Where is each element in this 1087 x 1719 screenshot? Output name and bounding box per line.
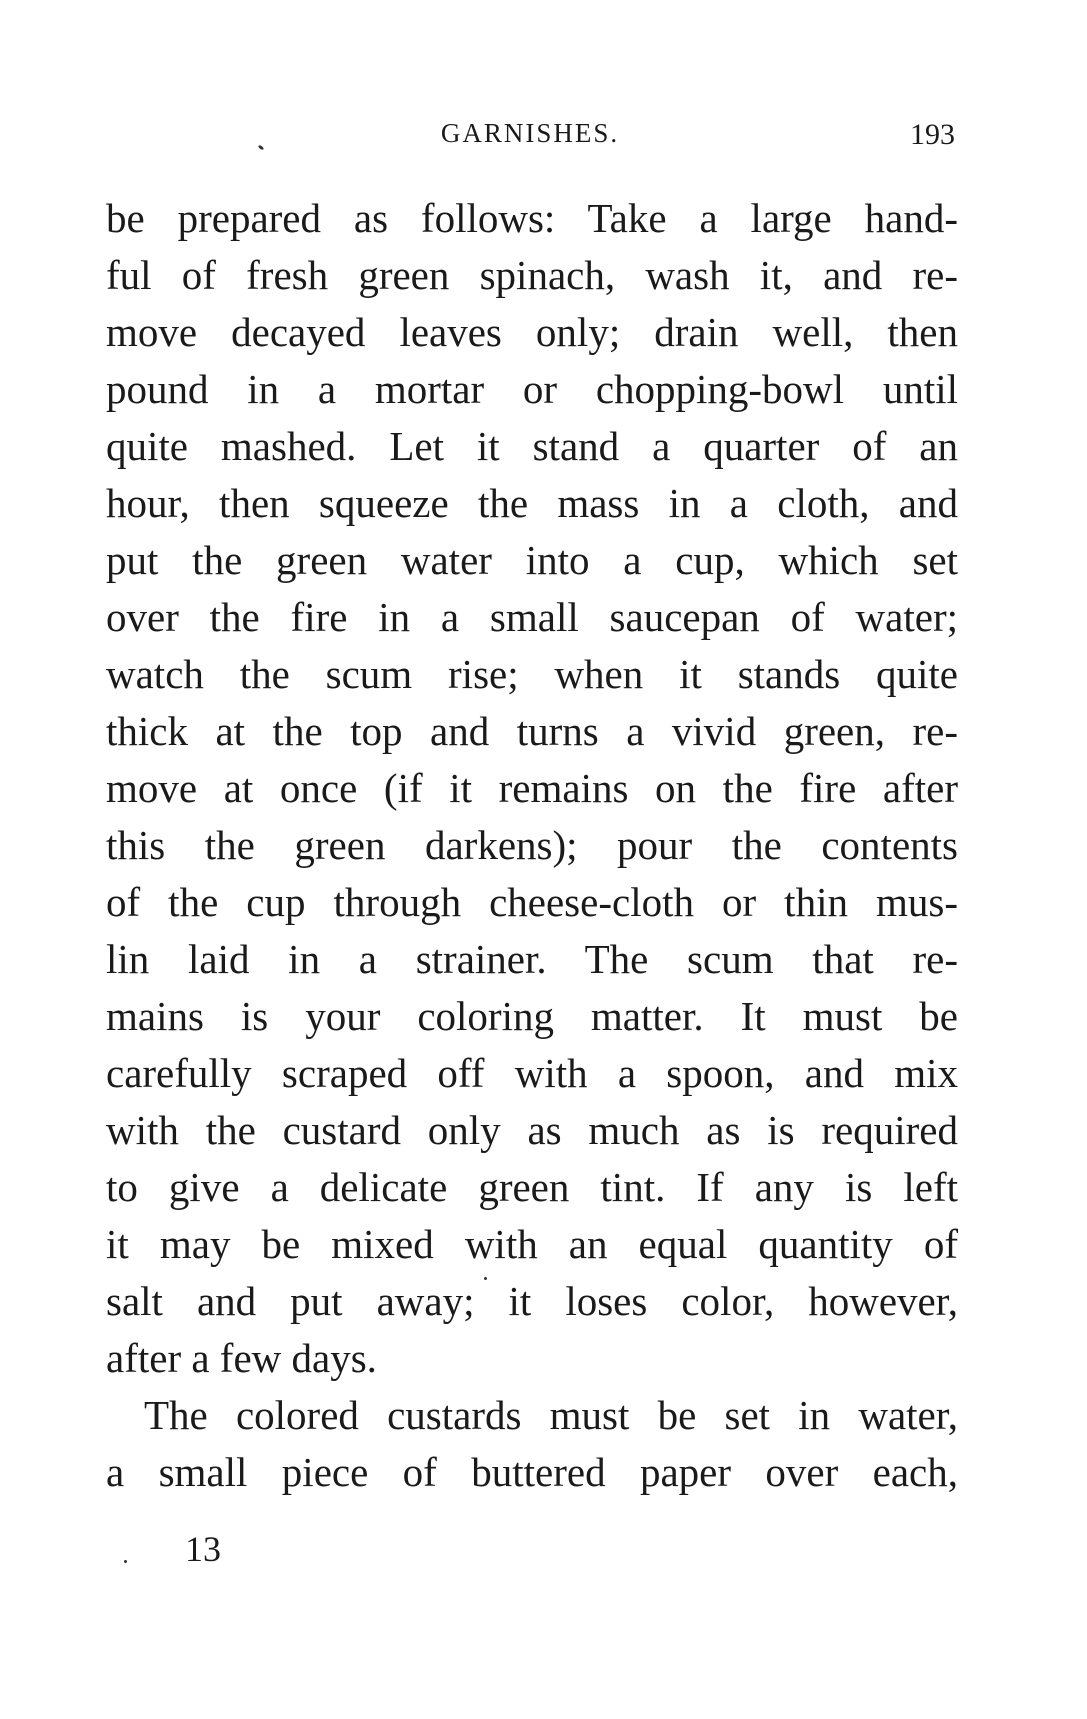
text-line: pound in a mortar or chopping-bowl until (106, 366, 958, 412)
text-line: mains is your coloring matter. It must be (106, 993, 958, 1039)
paragraph-1 (106, 190, 958, 1387)
text-line: be prepared as follows: Take a large hand- (106, 195, 958, 241)
text-line: hour, then squeeze the mass in a cloth, and (106, 480, 958, 526)
ink-speck (124, 1560, 127, 1563)
text-line: salt and put away; it loses color, however, (106, 1278, 958, 1324)
text-line: to give a delicate green tint. If any is left (106, 1164, 958, 1210)
text-line: of the cup through cheese-cloth or thin mus- (106, 879, 958, 925)
text-line: The colored custards must be set in water, (144, 1392, 958, 1438)
text-line: with the custard only as much as is required (106, 1107, 958, 1153)
text-line: lin laid in a strainer. The scum that re- (106, 936, 958, 982)
text-line: this the green darkens); pour the contents (106, 822, 958, 868)
paragraph-2 (106, 1387, 958, 1501)
text-line: it may be mixed with an equal quantity of (106, 1221, 958, 1267)
body-text (106, 190, 958, 1501)
text-line: quite mashed. Let it stand a quarter of an (106, 423, 958, 469)
text-line: put the green water into a cup, which set (106, 537, 958, 583)
running-title: GARNISHES. (440, 118, 620, 148)
text-line: over the fire in a small saucepan of water; (106, 594, 958, 640)
text-line: ful of fresh green spinach, wash it, and re- (106, 252, 958, 298)
text-line: move decayed leaves only; drain well, then (106, 309, 958, 355)
text-line: thick at the top and turns a vivid green, re- (106, 708, 958, 754)
text-line: carefully scraped off with a spoon, and mix (106, 1050, 958, 1096)
text-line: watch the scum rise; when it stands quite (106, 651, 958, 697)
signature-mark: 13 (185, 1529, 221, 1569)
text-line: after a few days. (106, 1335, 377, 1381)
running-head (105, 118, 955, 158)
text-line: move at once (if it remains on the fire after (106, 765, 958, 811)
text-line: a small piece of buttered paper over each, (106, 1449, 958, 1495)
page-number: 193 (910, 118, 955, 151)
